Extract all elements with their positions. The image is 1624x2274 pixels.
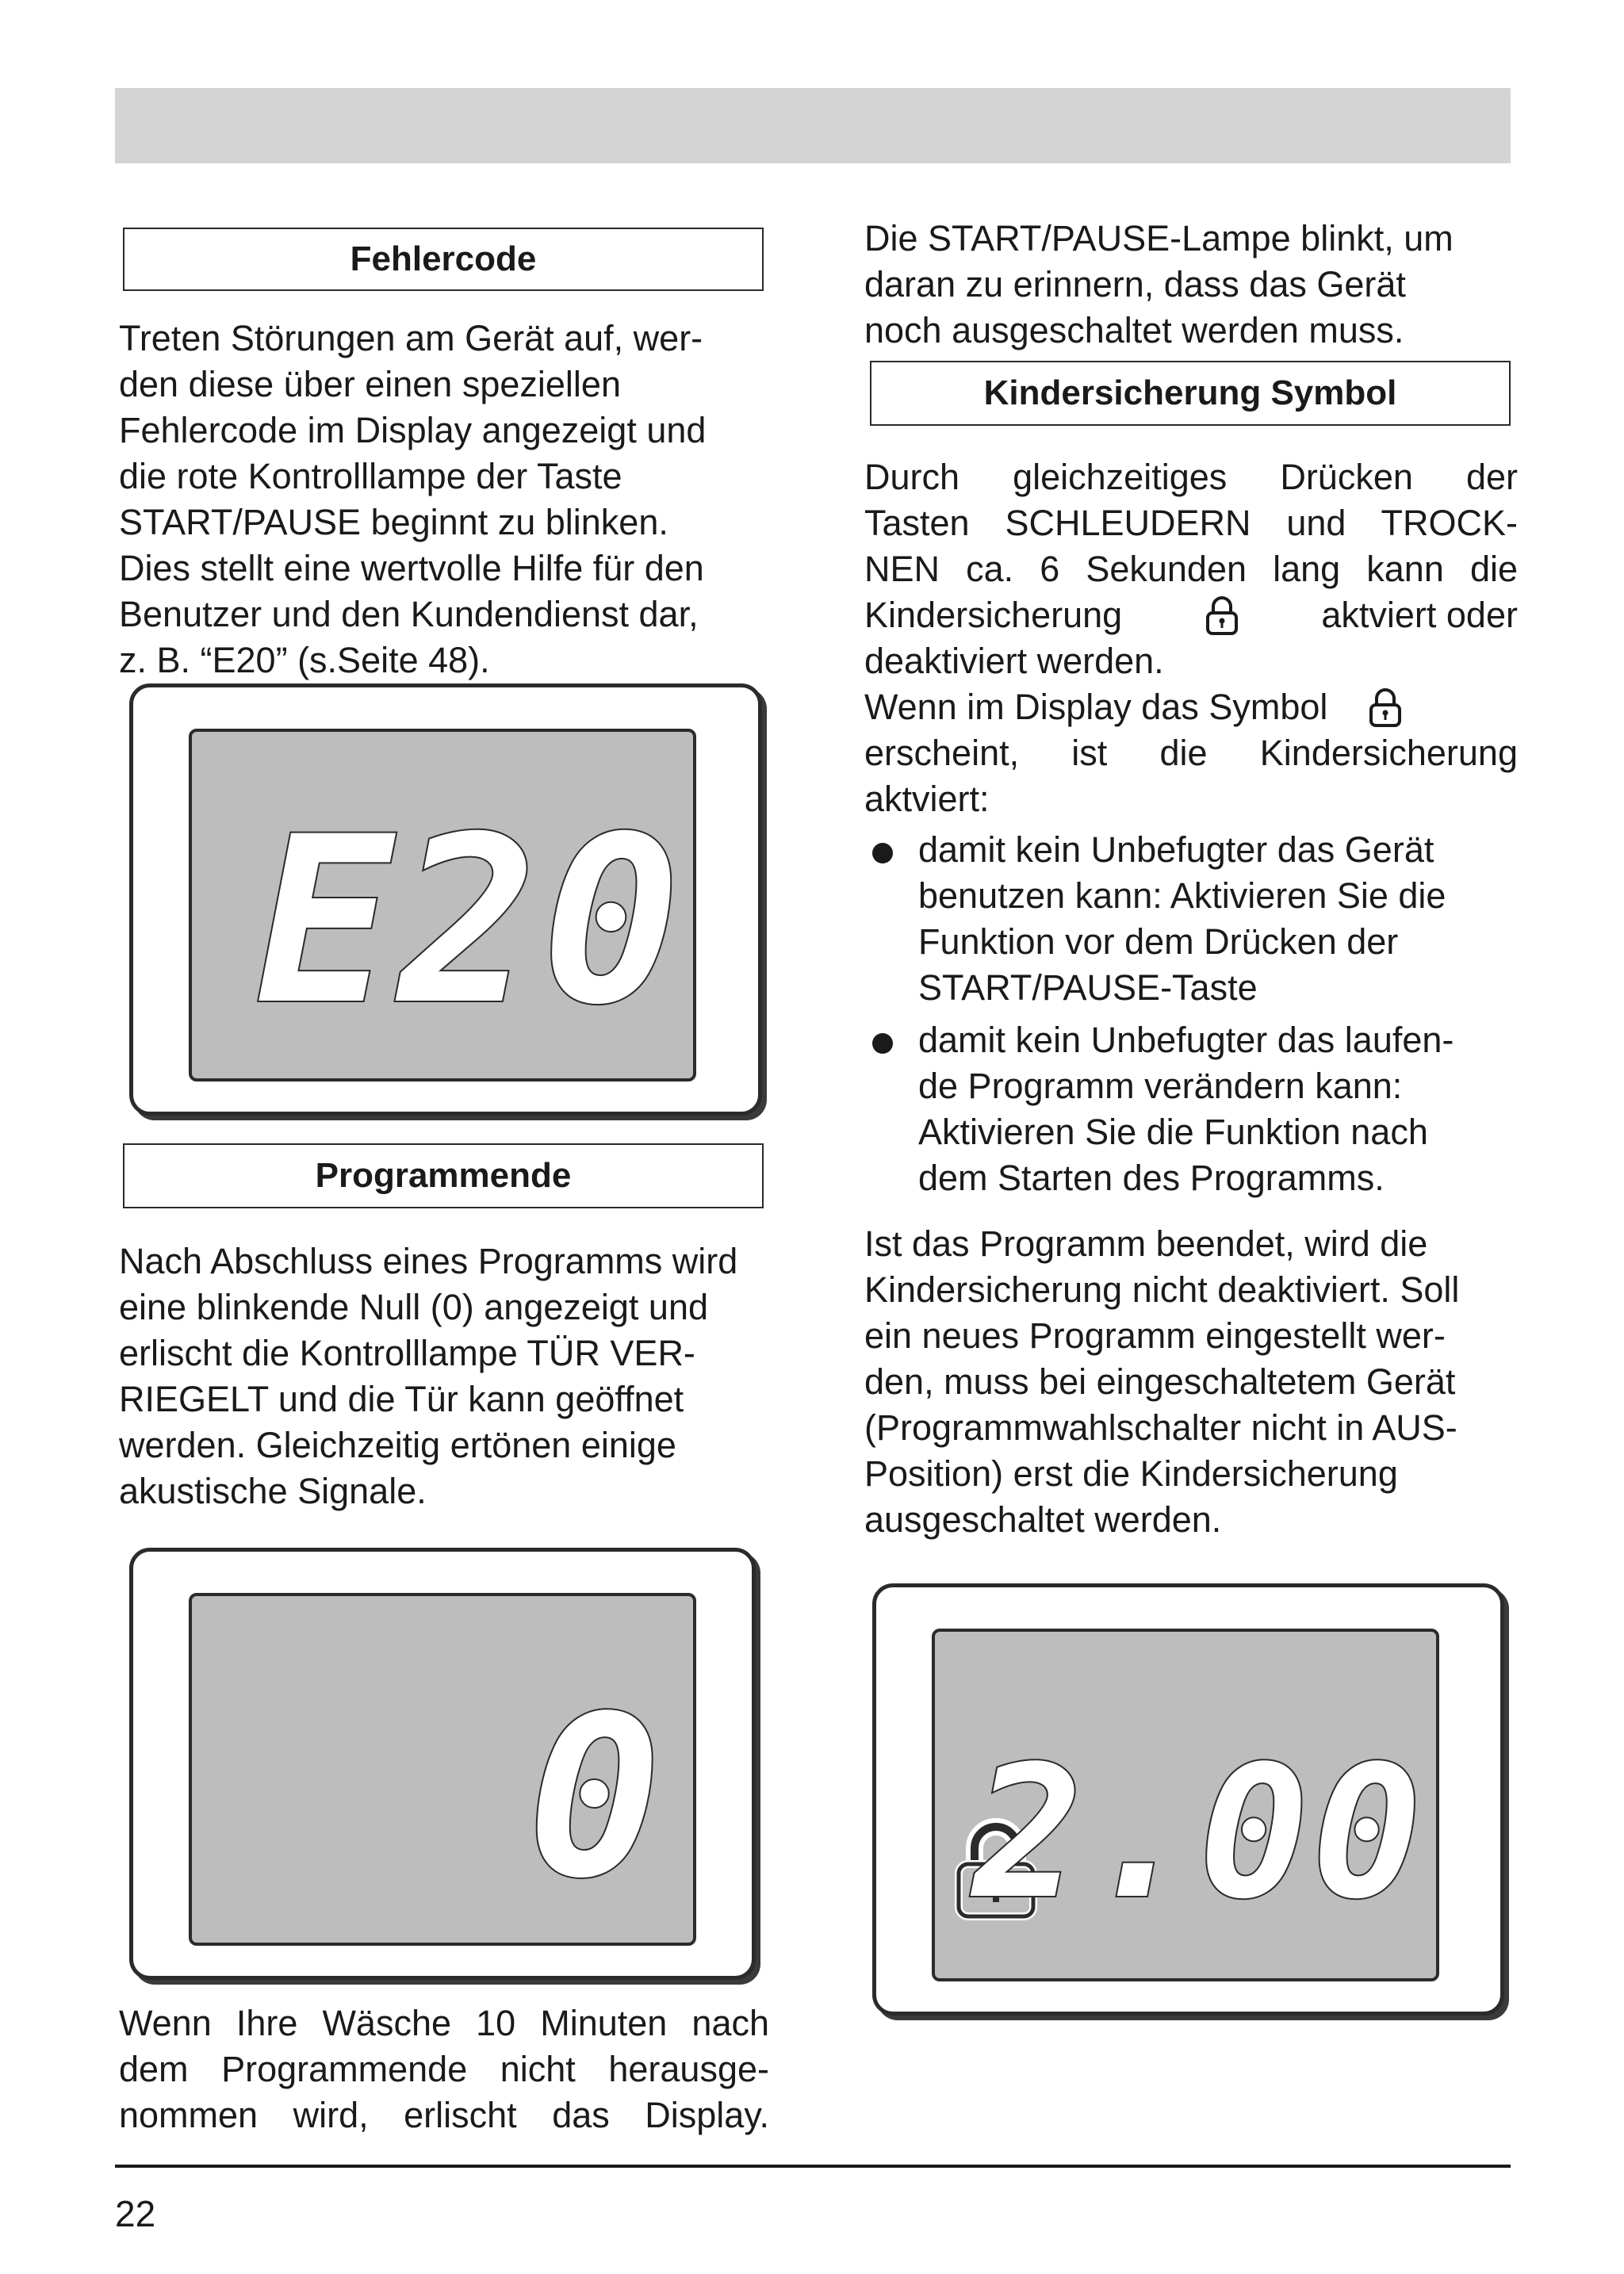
error-code-readout: E20 bbox=[255, 788, 685, 1055]
end-paragraph: Ist das Programm beendet, wird die Kindersicherung nicht deaktiviert. Soll ein neues Programm eingestellt wer- den, muss bei eingeschaltetem Gerät (Programmwahlschalter nicht in AUS- Position) erst die Kindersicherung ausgeschaltet werden. bbox=[864, 1223, 1460, 1540]
display-panel-zero bbox=[129, 1548, 756, 1980]
bullet-icon bbox=[872, 1033, 893, 1054]
list-item: damit kein Unbefugter das laufen- de Programm verändern kann: Aktivieren Sie die Funktion nach dem Starten des Programms. bbox=[864, 1017, 1515, 1201]
lock-icon bbox=[1368, 687, 1403, 727]
bullet-icon bbox=[872, 843, 893, 863]
fehlercode-heading: Fehlercode bbox=[123, 228, 764, 291]
remaining-time-readout: 2.00 bbox=[973, 1728, 1425, 1939]
bullet-list bbox=[864, 827, 1515, 1208]
display-panel-child-lock bbox=[872, 1583, 1504, 2016]
list-item: damit kein Unbefugter das Gerät benutzen kann: Aktivieren Sie die Funktion vor dem Drücken der START/PAUSE-Taste bbox=[864, 827, 1515, 1011]
kindersicherung-paragraph: Durch gleichzeitiges Drücken der Tasten SCHLEUDERN und TROCK- NEN ca. 6 Sekunden lang kann die Kindersicherung aktviert oder deaktiviert werden. Wenn im Display das Symbol erscheint, ist die Kindersicherung aktviert: bbox=[864, 457, 1518, 819]
lock-icon bbox=[1205, 595, 1239, 635]
kindersicherung-heading: Kindersicherung Symbol bbox=[870, 361, 1511, 426]
closing-paragraph: Wenn Ihre Wäsche 10 Minuten nach dem Programmende nicht herausge- nommen wird, erlischt das Display. bbox=[119, 2003, 769, 2135]
start-pause-paragraph: Die START/PAUSE-Lampe blinkt, um daran zu erinnern, dass das Gerät noch ausgeschaltet werden muss. bbox=[864, 218, 1454, 350]
page-number: 22 bbox=[115, 2193, 156, 2234]
header-bar bbox=[115, 88, 1511, 163]
programmende-heading: Programmende bbox=[123, 1143, 764, 1208]
lcd-screen bbox=[189, 729, 696, 1081]
programmende-paragraph: Nach Abschluss eines Programms wird eine blinkende Null (0) angezeigt und erlischt die Kontrolllampe TÜR VER- RIEGELT und die Tür kann geöffnet werden. Gleichzeitig ertönen einige akustische Signale. bbox=[119, 1241, 738, 1511]
program-end-readout: 0 bbox=[527, 1669, 661, 1928]
footer-rule bbox=[115, 2165, 1511, 2168]
lcd-screen bbox=[932, 1629, 1439, 1981]
fehlercode-paragraph: Treten Störungen am Gerät auf, wer- den diese über einen speziellen Fehlercode im Display angezeigt und die rote Kontrolllampe der Taste START/PAUSE beginnt zu blinken. Dies stellt eine wertvolle Hilfe für den Benutzer und den Kundendienst dar, z. B. “E20” (s.Seite 48). bbox=[119, 318, 707, 680]
display-panel-e20 bbox=[129, 683, 762, 1116]
lcd-screen bbox=[189, 1593, 696, 1946]
